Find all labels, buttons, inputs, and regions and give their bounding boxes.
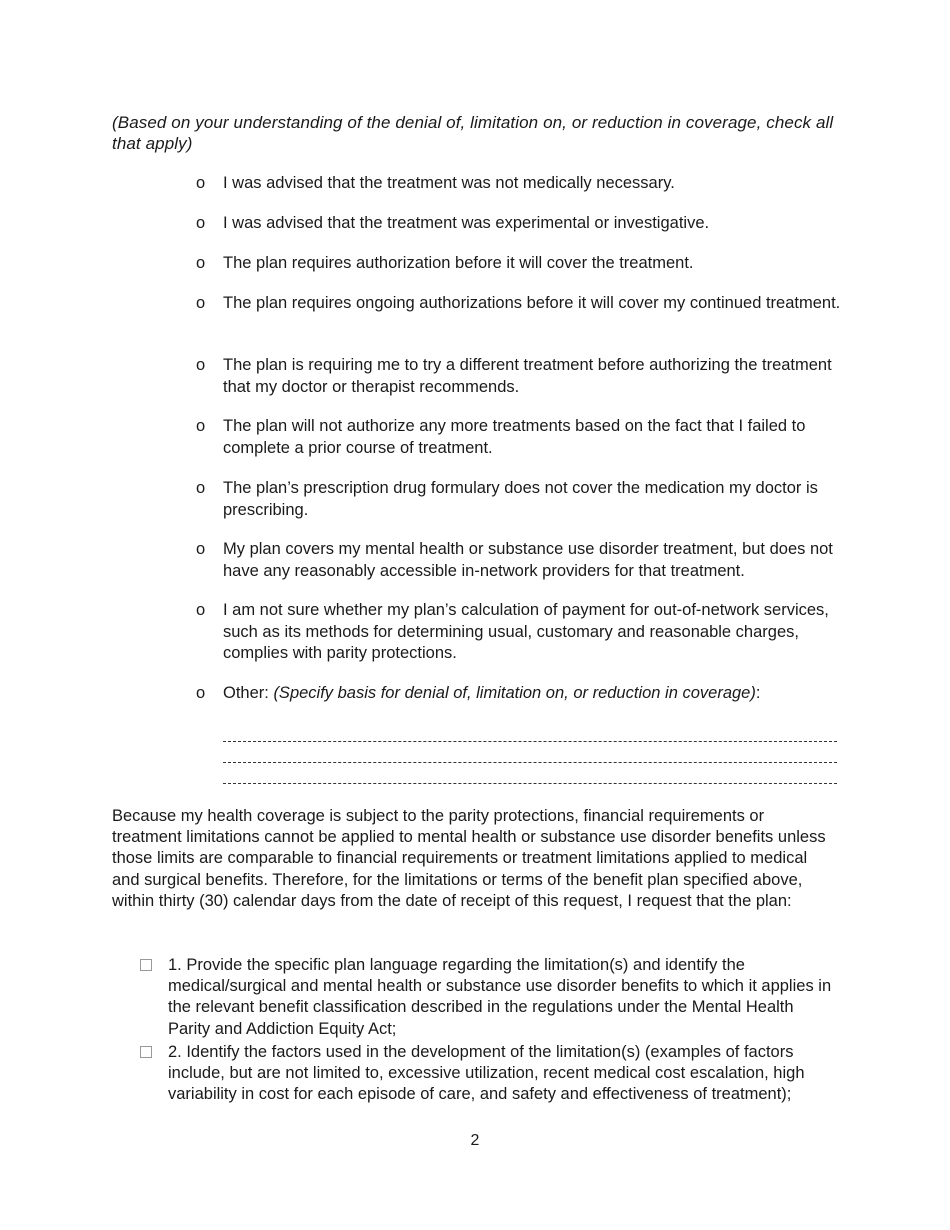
page-number: 2 (470, 1132, 480, 1149)
other-blank-line[interactable] (223, 741, 837, 742)
bullet-marker[interactable]: o (196, 174, 206, 192)
other-blank-line[interactable] (223, 762, 837, 763)
request-text: 1. Provide the specific plan language regarding the limitation(s) and identify the medical/surgical and mental health or substance use disorder benefits to which it applies in the relevant benefit classification described in the regulations under the Mental Health Parity and Addiction Equity Act; (168, 956, 832, 1038)
other-blank-line[interactable] (223, 783, 837, 784)
bullet-marker[interactable]: o (196, 684, 206, 702)
option-text: The plan is requiring me to try a different treatment before authorizing the treatment that my doctor or therapist recommends. (223, 356, 832, 396)
other-hint: (Specify basis for denial of, limitation on, or reduction in coverage) (273, 684, 756, 702)
bullet-marker[interactable]: o (196, 254, 206, 272)
option-text: The plan requires authorization before it will cover the treatment. (223, 254, 694, 272)
option-text: The plan requires ongoing authorizations before it will cover my continued treatment. (223, 294, 841, 312)
bullet-marker[interactable]: o (196, 540, 206, 558)
request-text: 2. Identify the factors used in the development of the limitation(s) (examples of factors include, but are not limited to, excessive utilization, recent medical cost escalation, high variability in cost for each episode of care, and safety and effectiveness of treatment); (168, 1043, 805, 1104)
other-label: Other: (223, 684, 274, 702)
bullet-marker[interactable]: o (196, 479, 206, 497)
option-text (223, 683, 843, 705)
bullet-marker[interactable]: o (196, 294, 206, 312)
bullet-marker[interactable]: o (196, 417, 206, 435)
other-suffix: : (755, 684, 761, 702)
option-text: The plan’s prescription drug formulary does not cover the medication my doctor is prescribing. (223, 479, 818, 519)
checkbox[interactable] (140, 959, 152, 971)
checkbox[interactable] (140, 1046, 152, 1058)
option-text: I am not sure whether my plan’s calculation of payment for out-of-network services, such as its methods for determining usual, customary and reasonable charges, complies with parity protections. (223, 601, 829, 662)
option-text: My plan covers my mental health or substance use disorder treatment, but does not have any reasonably accessible in-network providers for that treatment. (223, 540, 833, 580)
parity-paragraph: Because my health coverage is subject to the parity protections, financial requirements or treatment limitations cannot be applied to mental health or substance use disorder benefits unless those limits are comparable to financial requirements or treatment limitations applied to medical and surgical benefits. Therefore, for the limitations or terms of the benefit plan specified above, within thirty (30) calendar days from the date of receipt of this request, I request that the plan: (112, 807, 826, 910)
bullet-marker[interactable]: o (196, 601, 206, 619)
bullet-marker[interactable]: o (196, 214, 206, 232)
option-text: I was advised that the treatment was experimental or investigative. (223, 214, 710, 232)
option-text: The plan will not authorize any more treatments based on the fact that I failed to complete a prior course of treatment. (223, 417, 806, 457)
instructions-text: (Based on your understanding of the denial of, limitation on, or reduction in coverage, check all that apply) (112, 113, 834, 153)
option-text: I was advised that the treatment was not medically necessary. (223, 174, 675, 192)
bullet-marker[interactable]: o (196, 356, 206, 374)
